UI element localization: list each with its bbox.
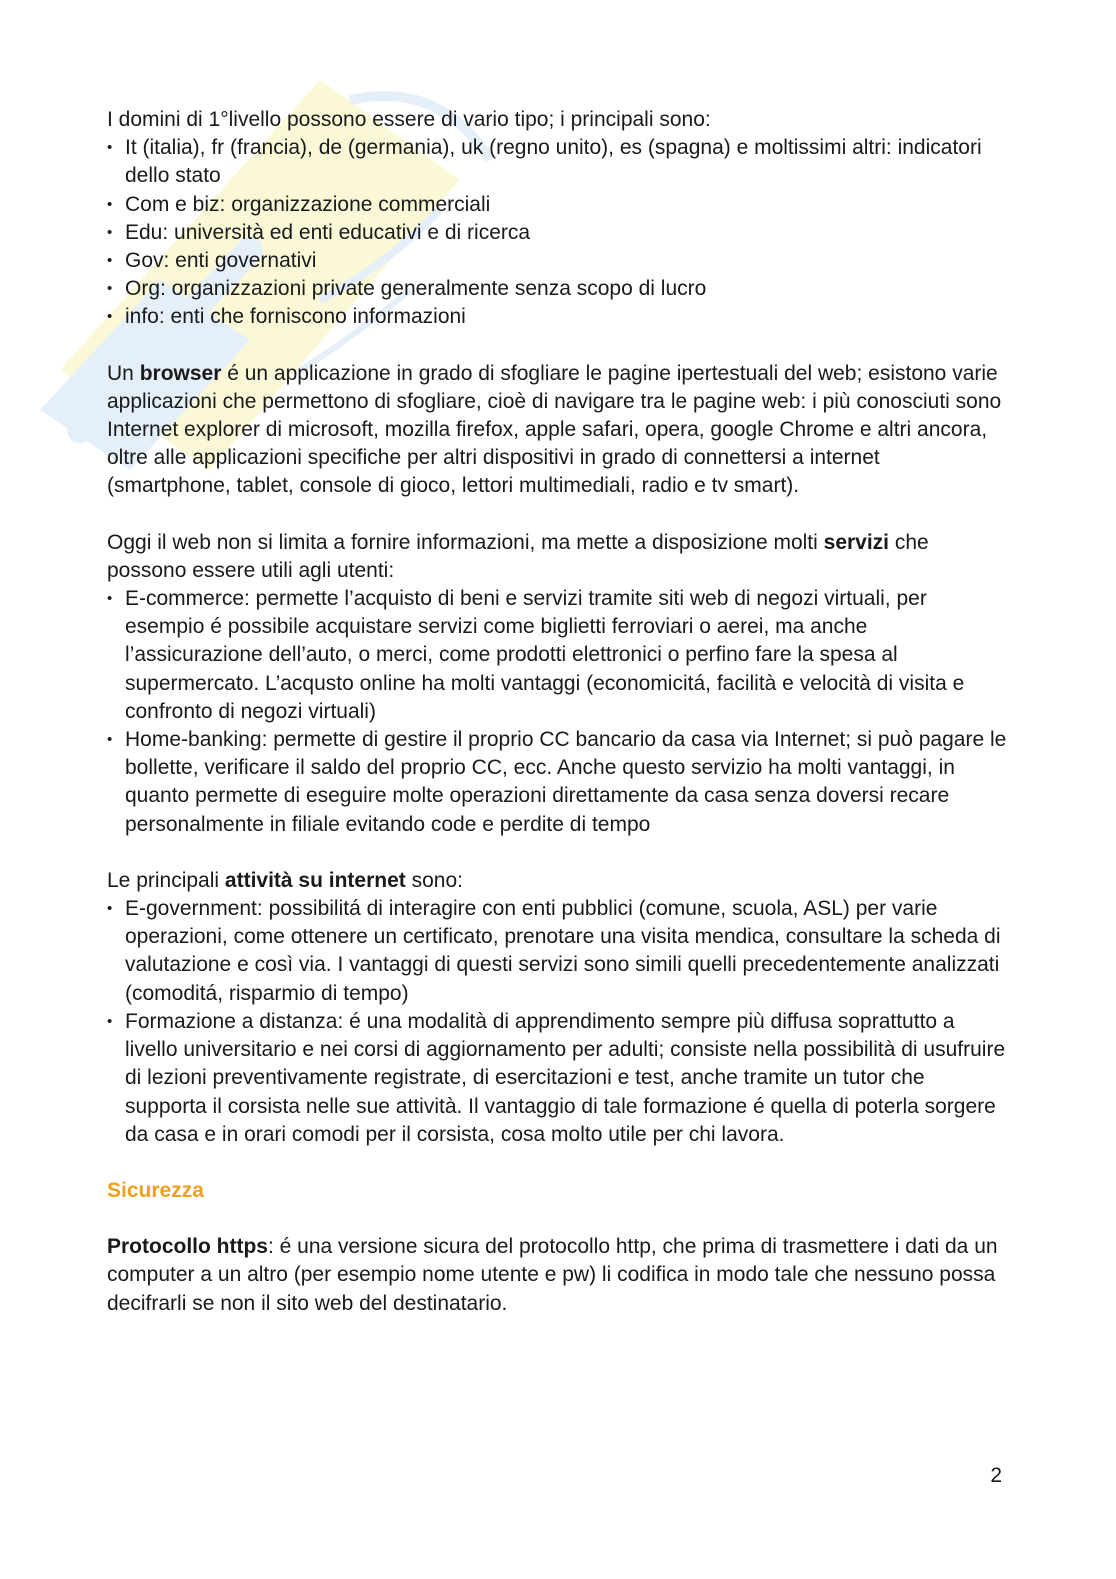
list-item: • Gov: enti governativi: [107, 247, 1007, 275]
list-item: • E-commerce: permette l’acquisto di beni e servizi tramite siti web di negozi virtuali, per esempio é possibile acquistare servizi come biglietti ferroviari o aerei, ma anche l’assicurazione dell’auto, o merci, come prodotti elettronici o perfino fare la spesa al supermercato. L’acqusto online ha molti vantaggi (economicitá, facilità e velocità di visita e confronto di negozi virtuali): [107, 585, 1007, 726]
domains-intro: I domini di 1°livello possono essere di vario tipo; i principali sono:: [107, 108, 711, 131]
list-item: • It (italia), fr (francia), de (germania), uk (regno unito), es (spagna) e moltissimi altri: indicatori dello stato: [107, 134, 1007, 190]
https-paragraph: Protocollo https: é una versione sicura del protocollo http, che prima di trasmettere i dati da un computer a un altro (per esempio nome utente e pw) li codifica in modo tale che nessuno possa decifrarli se non il sito web del destinatario.: [107, 1235, 998, 1315]
activities-intro: Le principali attività su internet sono:: [107, 868, 463, 892]
list-item: • Home-banking: permette di gestire il proprio CC bancario da casa via Internet; si può pagare le bollette, verificare il saldo del proprio CC, ecc. Anche questo servizio ha molti vantaggi, in quanto permette di eseguire molte operazioni direttamente da casa senza doversi recare personalmente in filiale evitando code e perdite di tempo: [107, 726, 1007, 839]
domains-list: [107, 134, 1007, 331]
list-item: • Org: organizzazioni private generalmente senza scopo di lucro: [107, 275, 1007, 303]
document-page: [107, 106, 1007, 1318]
list-item: • Edu: università ed enti educativi e di ricerca: [107, 219, 1007, 247]
activities-list: [107, 895, 1007, 1149]
section-heading-sicurezza: Sicurezza: [107, 1178, 204, 1202]
activities-term: attività su internet: [224, 868, 406, 892]
services-intro: Oggi il web non si limita a fornire informazioni, ma mette a disposizione molti servizi che possono essere utili agli utenti:: [107, 530, 929, 582]
services-list: [107, 585, 1007, 839]
list-item: • Com e biz: organizzazione commerciali: [107, 191, 1007, 219]
services-term: servizi: [823, 530, 890, 554]
list-item: • info: enti che forniscono informazioni: [107, 303, 1007, 331]
list-item: • E-government: possibilitá di interagire con enti pubblici (comune, scuola, ASL) per varie operazioni, come ottenere un certificato, prenotare una visita mendica, consultare la scheda di valutazione e così via. I vantaggi di questi servizi sono simili quelli precedentemente analizzati (comoditá, risparmio di tempo): [107, 895, 1007, 1008]
page-number: 2: [990, 1464, 1002, 1487]
https-term: Protocollo https: [107, 1235, 268, 1259]
list-item: • Formazione a distanza: é una modalità di apprendimento sempre più diffusa soprattutto a livello universitario e nei corsi di aggiornamento per adulti; consiste nella possibilità di usufruire di lezioni preventivamente registrate, di esercitazioni e test, anche tramite un tutor che supporta il corsista nelle sue attività. Il vantaggio di tale formazione é quella di poterla sorgere da casa e in orari comodi per il corsista, cosa molto utile per chi lavora.: [107, 1008, 1007, 1149]
browser-term: browser: [139, 361, 222, 385]
browser-paragraph: Un browser é un applicazione in grado di sfogliare le pagine ipertestuali del web; esistono varie applicazioni che permettono di sfogliare, cioè di navigare tra le pagine web: i più conosciuti sono Internet explorer di microsoft, mozilla firefox, apple safari, opera, google Chrome e altri ancora, oltre alle applicazioni specifiche per altri dispositivi in grado di connettersi a internet (smartphone, tablet, console di gioco, lettori multimediali, radio e tv smart).: [107, 361, 1002, 498]
